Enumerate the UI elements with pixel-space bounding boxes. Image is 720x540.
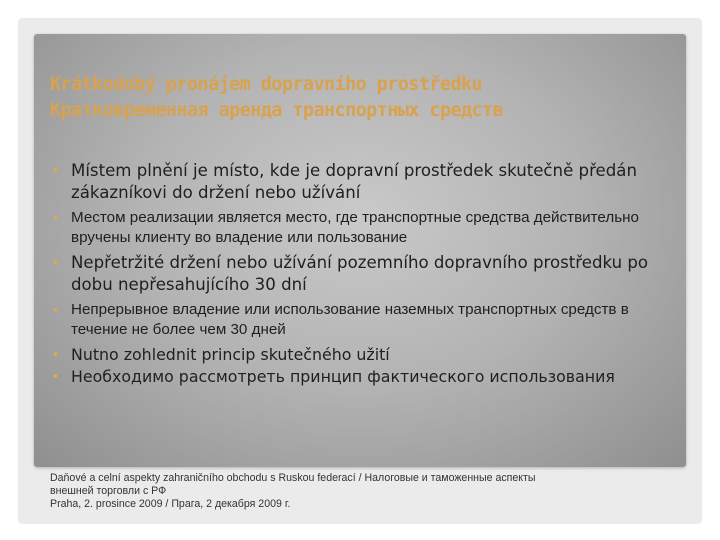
footer-line-3: Praha, 2. prosince 2009 / Прага, 2 декабря 2009 г. xyxy=(50,498,291,510)
slide-title-czech: Krátkodobý pronájem dopravního prostředku xyxy=(50,74,483,95)
bullet-text: Nepřetržité držení nebo užívání pozemního dopravního prostředku po dobu nepřesahujícího 30 dní xyxy=(71,253,649,294)
footer-line-2: внешней торговли с РФ xyxy=(50,485,167,497)
bullet-text: Непрерывное владение или использование наземных транспортных средств в течение не более чем 30 дней xyxy=(71,301,629,338)
bullet-list xyxy=(50,160,680,388)
bullet-text: Místem plnění je místo, kde je dopravní prostředek skutečně předán zákazníkovi do držení nebo užívání xyxy=(71,161,637,202)
bullet-marker-icon: • xyxy=(51,348,60,363)
bullet-marker-icon: • xyxy=(51,256,60,271)
bullet-item-place-of-supply-cs xyxy=(50,160,680,204)
bullet-marker-icon: • xyxy=(51,370,60,385)
bullet-item-continuous-use-ru xyxy=(50,300,680,340)
bullet-text: Необходимо рассмотреть принцип фактического использования xyxy=(71,367,615,386)
slide-title xyxy=(50,72,680,124)
slide-title-russian: Кратковременная аренда транспортных средств xyxy=(50,100,504,121)
bullet-marker-icon: • xyxy=(51,164,60,179)
bullet-item-actual-use-cs xyxy=(50,344,680,366)
bullet-text: Nutno zohlednit princip skutečného užití xyxy=(71,345,390,364)
bullet-item-actual-use-ru xyxy=(50,366,680,388)
footer-line-1: Daňové a celní aspekty zahraničního obchodu s Ruskou federací / Налоговые и таможенные аспекты xyxy=(50,472,536,484)
bullet-text: Местом реализации является место, где транспортные средства действительно вручены клиенту во владение или пользование xyxy=(71,209,639,246)
slide-footer xyxy=(50,472,690,511)
bullet-marker-icon: • xyxy=(53,210,58,225)
bullet-item-continuous-use-cs xyxy=(50,252,680,296)
bullet-marker-icon: • xyxy=(53,302,58,317)
bullet-item-place-of-supply-ru xyxy=(50,208,680,248)
